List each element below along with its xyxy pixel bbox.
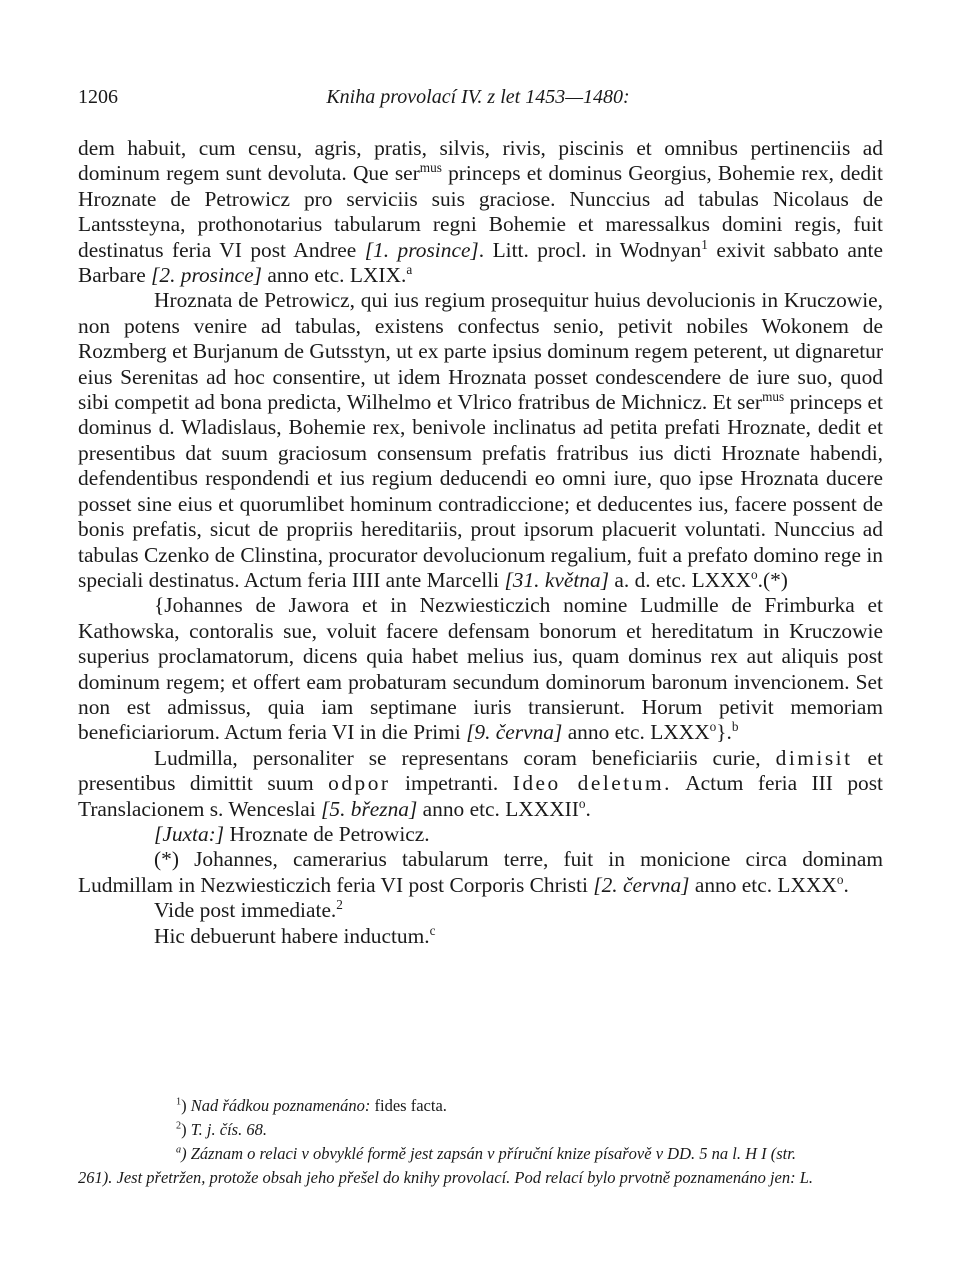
italic-date: [2. prosince]	[151, 263, 262, 288]
text-run: .(*)	[757, 567, 788, 592]
superscript: o	[751, 566, 758, 582]
paragraph-4	[78, 746, 883, 822]
text-run: princeps et dominus Georgius, Bohemie rex, dedit Hroznate de Petrowicz pro serviciis suis graciose. Nunccius ad tabulas Nicolaus de Lantssteyna, prothonotarius tabularum regni Bohemie et maressalkus domini regis, fuit destinatus feria VI post Andree	[78, 161, 883, 262]
footnote-ref: b	[731, 719, 739, 735]
spaced-text: dimisit	[775, 745, 853, 770]
italic-date: [5. března]	[321, 796, 418, 821]
italic-date: [31. května]	[504, 567, 610, 592]
spaced-text: odpor	[328, 771, 391, 796]
italic-note: [Juxta:]	[154, 821, 225, 846]
superscript: o	[578, 795, 586, 811]
superscript: o	[709, 719, 717, 735]
text-run: anno etc. LXXX	[689, 872, 837, 897]
text-run: }.	[716, 720, 732, 745]
paragraph-7	[78, 898, 883, 923]
text-run: dem habuit, cum censu, agris, pratis, silvis, rivis, piscinis et omnibus pertinenciis ad dominum regem sunt devoluta. Que ser	[78, 136, 883, 186]
paragraph-3	[78, 593, 883, 745]
footnote-mark: a	[176, 1144, 182, 1156]
text-run: .	[585, 796, 591, 821]
text-run: {Johannes de Jawora et in Nezwiesticzich nomine Ludmille de Frimburka et Kathowska, contoralis sue, voluit facere defensam bonorum et hereditatum in Kruczowie superius proclamatorum, dicens quia habet melius ius, quam dominus rex aut aliquis post dominum regem; et offert eam probaturam secundum dominorum baronum invencionem. Set non est admissus, quia iam septimane iuris transierunt. Horum petivit memoriam beneficiariorum. Actum feria VI in die Primi	[78, 593, 883, 745]
text-run: Záznam o relaci v obvyklé formě jest zapsán v příruční knize písařově v DD. 5 na l. H I (str.	[190, 1144, 796, 1163]
paragraph-2	[78, 288, 883, 593]
footnotes	[78, 1094, 883, 1190]
text-run: et presentibus dimittit suum	[78, 745, 883, 796]
footnote-ref: c	[429, 922, 436, 938]
text-run: anno etc. LXXXII	[417, 796, 579, 821]
superscript: mus	[762, 388, 785, 404]
text-run: exivit sabbato ante Barbare	[78, 237, 883, 288]
footnote-mark: 1	[176, 1096, 182, 1108]
italic-date: [2. června]	[593, 872, 690, 897]
text-run: impetranti.	[390, 771, 513, 796]
text-run: princeps et dominus d. Wladislaus, Bohemie rex, benivole inclinatus ad petita prefati Hroznate, dedit et presentibus dat suum graciosum consensum prefatis fratribus ius dicti Hroznate habendi, defendentibus respondendi et ius regium deducendi eo omni iure, quo ipse Hroznata ducere posset sine eius et quorumlibet hominum contradiccione; et deducentes ius, facere possent de bonis prefatis, sicut de propriis hereditariis, prout ipsorum placuerit voluntati. Nunccius ad tabulas Czenko de Clinstina, procurator devolucionum regalium, fuit a prefato domino rege in speciali destinatus. Actum feria IIII ante Marcelli	[78, 390, 883, 592]
text-run: (*) Johannes, camerarius tabularum terre, fuit in monicione circa dominam Ludmillam in Nezwiesticzich feria VI post Corporis Christi	[78, 847, 883, 897]
paragraph-6	[78, 847, 883, 898]
text-run: Vide post immediate.	[154, 898, 337, 923]
text-run: Hroznata de Petrowicz, qui ius regium prosequitur huius devolucionis in Kruczowie, non potens venire ad tabulas, existens confectus senio, petivit nobiles Wokonem de Rozmberg et Burjanum de Gutsstyn, ut ex parte ipsius dominum regem peterent, ut dignaretur eius Serenitas ad hoc consentire, ut idem Hroznata posset condescendere de iure suo, quod sibi competit ad bona predicta, Wilhelmo et Vlrico fratribus de Michnicz. Et ser	[78, 288, 883, 415]
superscript: mus	[419, 160, 442, 176]
text-run: anno etc. LXIX.	[261, 263, 407, 288]
text-run: anno etc. LXXX	[562, 720, 710, 745]
paragraph-8	[78, 924, 883, 949]
text-run: a. d. etc. LXXX	[609, 567, 751, 592]
text-run: Ludmilla, personaliter se representans coram beneficiariis curie,	[154, 745, 776, 770]
text-run: T. j. čís. 68.	[190, 1120, 267, 1139]
footnote-mark: 2	[176, 1120, 182, 1132]
text-run: 261). Jest přetržen, protože obsah jeho přešel do knihy provolací. Pod relací bylo prvotně poznamenáno jen: L.	[78, 1168, 814, 1187]
paragraph-5	[78, 822, 883, 847]
main-text	[78, 136, 883, 949]
footnote-ref: 2	[336, 897, 343, 913]
italic-date: [1. prosince]	[364, 237, 479, 262]
superscript: o	[836, 871, 844, 887]
footnote-ref: 1	[701, 236, 708, 252]
text-run: .	[843, 872, 849, 897]
text-run: . Litt. procl. in Wodnyan	[478, 237, 702, 262]
text-run: Actum feria III post Translacionem s. Wenceslai	[78, 771, 883, 821]
text-run: Hic debuerunt habere inductum.	[154, 923, 430, 948]
text-run: fides facta.	[370, 1096, 447, 1115]
italic-date: [9. června]	[466, 720, 563, 745]
page-number: 1206	[78, 86, 118, 108]
footnote-ref: a	[406, 261, 413, 277]
paragraph-1	[78, 136, 883, 288]
footnote-a: $^a$) Záznam o relaci v obvyklé formě jest zapsán v příruční knize písařově v DD. 5 na l. H I (str. 261). Jest přetržen, protože obsah jeho přešel do knihy provolací. Pod relací bylo prvotně poznamenáno jen: L.	[78, 1144, 814, 1187]
footnote-2: $^2$) T. j. čís. 68.	[176, 1120, 267, 1139]
spaced-text: Ideo deletum.	[512, 771, 672, 796]
text-run: Hroznate de Petrowicz.	[224, 821, 430, 846]
text-run: Nad řádkou poznamenáno:	[190, 1096, 371, 1115]
page-header	[78, 86, 878, 114]
footnote-1: $^1$) Nad řádkou poznamenáno: fides facta.	[176, 1096, 447, 1115]
running-title: Kniha provolací IV. z let 1453—1480:	[326, 86, 630, 108]
